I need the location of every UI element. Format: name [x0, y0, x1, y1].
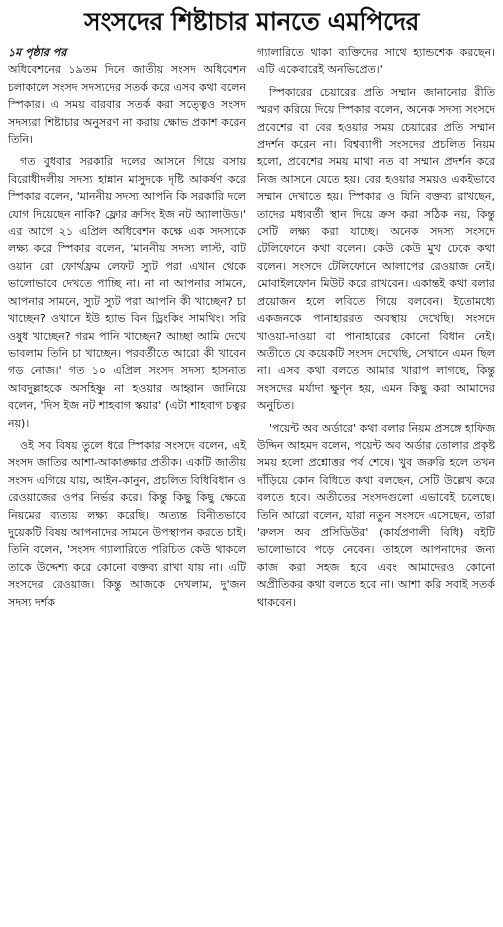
- paragraph: [8, 44, 246, 148]
- paragraph: ওই সব বিষয় তুলে ধরে স্পিকার সংসদে বলেন, এই সংসদ জাতির আশা-আকাঙ্ক্ষার প্রতীক। একটি জাতীয় সংসদ এগিয়ে যায়, আইন-কানুন, প্রচলিত বিধিবিধান ও রেওয়াজের ওপর নির্ভর করে। কিন্তু কিছু কিছু ক্ষেত্রে নিয়মের ব্যত্যয় লক্ষ্য করেছি। অত্যন্ত বিনীতভাবে দুয়েকটি বিষয় আপনাদের সামনে উপস্থাপন করতে চাই। তিনি বলেন, 'সংসদ গ্যালারিতে পরিচিত কেউ থাকলে তাকে উদ্দেশ্য করে কোনো বক্তব্য রাখা যায় না। এটি সংসদের রেওয়াজ। কিন্তু আজকে দেখলাম, দু'জন সদস্য দর্শক: [8, 438, 246, 609]
- paragraph: স্পিকারের চেয়ারের প্রতি সম্মান জানানোর রীতি স্মরণ করিয়ে দিয়ে স্পিকার বলেন, অনেক সদস্য সংসদে প্রবেশের বা বের হওয়ার সময় চেয়ারের প্রতি সম্মান প্রদর্শন করেন না। বিশ্বব্যাপী সংসদের প্রচলিত নিয়ম হলো, প্রবেশের সময় মাথা নত বা সম্মান প্রদর্শন করে নিজ আসনে যেতে হয়। বের হওয়ার সময়ও একইভাবে সম্মান দেখাতে হয়। স্পিকার ও যিনি বক্তব্য রাখছেন, তাদের মধ্যবর্তী স্থান দিয়ে ক্রস করা সঠিক নয়, কিন্তু সেটি লক্ষ্য করা যাচ্ছে। অনেক সদস্য সংসদে টেলিফোনে কথা বলেন। কেউ কেউ মুখ ঢেকে কথা বলেন। সংসদে টেলিফোনে আলাপের রেওয়াজ নেই। মোবাইলফোন মিউট করে রাখবেন। একান্তই কথা বলার প্রয়োজন হলে লবিতে গিয়ে বলবেন। ইতোমধ্যে একজনকে পানাহাররত অবস্থায় দেখেছি। সংসদে খাওয়া-দাওয়া বা পানাহারের কোনো বিধান নেই। অতীতে যে কয়েকটি সংসদ দেখেছি, সেখানে এমন ছিল না। এসব কথা বলতে আমার খারাপ লাগছে, কিন্তু সংসদের মর্যাদা ক্ষুণ্ন হয়, এমন কিছু করা আমাদের অনুচিত।: [257, 85, 495, 413]
- left-column: [8, 44, 246, 616]
- paragraph-text: অধিবেশনের ১৯তম দিনে জাতীয় সংসদ অধিবেশন চলাকালে সংসদ সদস্যদের সতর্ক করে এসব কথা বলেন স্পিকার। এ সময় বারবার সতর্ক করা সত্ত্বেও সংসদ সদস্যরা শিষ্টাচার অনুসরণ না করায় ক্ষোভ প্রকাশ করেন তিনি।: [8, 63, 246, 147]
- paragraph: 'পয়েন্ট অব অর্ডারে' কথা বলার নিয়ম প্রসঙ্গে হাফিজ উদ্দিন আহমদ বলেন, পয়েন্ট অব অর্ডার তোলার প্রকৃষ্ট সময় হলো প্রশ্নোত্তর পর্ব শেষে। খুব জরুরি হলে তখন দাঁড়িয়ে কোন বিধিতে কথা বলছেন, সেটি উল্লেখ করে বলতে হবে। অতীতের সংসদগুলো এভাবেই চলেছে। তিনি আরো বলেন, যারা নতুন সংসদে এসেছেন, তারা 'রুলস অব প্রসিডিউর' (কার্যপ্রণালী বিধি) বইটি ভালোভাবে পড়ে নেবেন। তাহলে আপনাদের জন্য কাজ করা সহজ হবে এবং আমাদেরও কোনো অপ্রীতিকর কথা বলতে হবে না। আশা করি সবাই সতর্ক থাকবেন।: [257, 421, 495, 609]
- paragraph: গ্যালারিতে থাকা ব্যক্তিদের সাথে হ্যান্ডশেক করছেন। এটি একেবারেই অনভিপ্রেত।': [257, 46, 495, 77]
- continuation-label: ১ম পৃষ্ঠার পর: [8, 46, 67, 59]
- article-headline: সংসদের শিষ্টাচার মানতে এমপিদের: [84, 7, 419, 36]
- article-body: [8, 44, 495, 616]
- right-column: [257, 44, 495, 616]
- paragraph: গত বুধবার সরকারি দলের আসনে গিয়ে বসায় বিরোধীদলীয় সদস্য হান্নান মাসুদকে দৃষ্টি আকর্ষণ করে স্পিকার বলেন, 'মাননীয় সদস্য আপনি কি সরকারি দলে যোগ দিয়েছেন নাকি? ফ্লোর ক্রসিং ইজ নট অ্যালাউড।' এর আগে ২১ এপ্রিল অধিবেশন কক্ষে এক সদস্যকে লক্ষ্য করে স্পিকার বলেন, 'মাননীয় সদস্য লাস্ট, বাট ওয়ান রো ফোর্থফ্রম লেফট স্যুট পরা এখান থেকে ভালোভাবে দেখতে পাচ্ছি না। না না আপনার সামনে, আপনার সামনে, স্যুট স্যুট পরা আপনি কী খাচ্ছেন? চা খাচ্ছেন? ওখানে ইউ হ্যাভ বিন ড্রিংকিং সামথিং। সরি ওষুধ খাচ্ছেন? গরম পানি খাচ্ছেন? আচ্ছা আমি দেখে ভাবলাম তিনি চা খাচ্ছেন। পরবর্তীতে আরো কী খাবেন গড নোজ।' গত ১০ এপ্রিল সংসদ সদস্য হাসনাত আবদুল্লাহকে অসহিষ্ণু না হওয়ার আহ্বান জানিয়ে বলেন, 'দিস ইজ নট শাহবাগ স্কয়ার' (এটা শাহবাগ চত্বর নয়)।: [8, 155, 246, 430]
